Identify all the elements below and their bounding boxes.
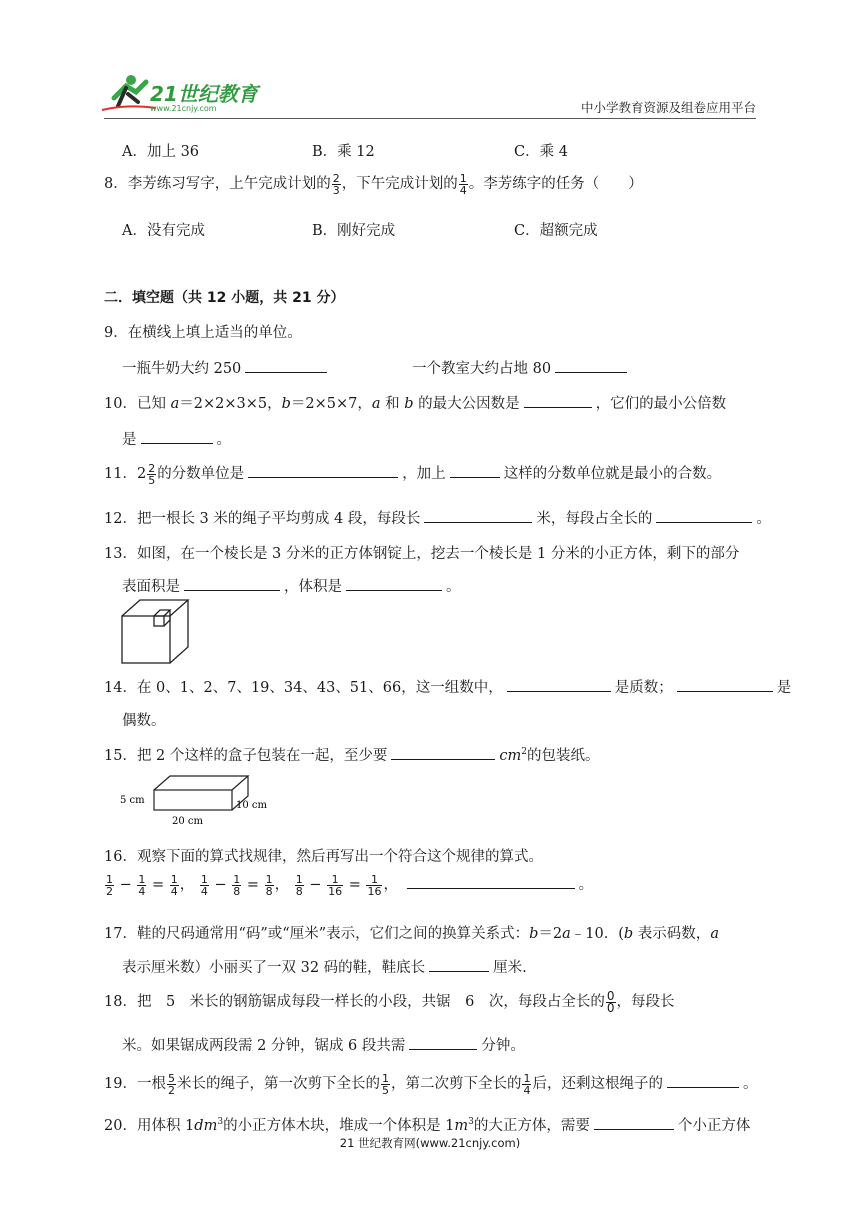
answer-blank[interactable] [450,463,500,478]
answer-blank[interactable] [594,1115,674,1130]
question-17-line2: 表示厘米数）小丽买了一双 32 码的鞋，鞋底长 厘米. [122,956,527,977]
fraction: $\frac{1}{4}$ [459,171,467,197]
answer-blank[interactable] [656,508,752,523]
question-14: 14．在 0、1、2、7、19、34、43、51、66，这一组数中， 是质数； 是 [104,676,791,697]
answer-blank[interactable] [677,677,773,692]
answer-blank[interactable] [555,358,627,373]
answer-blank[interactable] [507,677,611,692]
question-9: 9．在横线上填上适当的单位。 [104,325,302,341]
cube-figure [120,598,190,666]
answer-blank[interactable] [245,358,327,373]
question-12: 12．把一根长 3 米的绳子平均剪成 4 段，每段长 米，每段占全长的 。 [104,507,771,528]
answer-blank[interactable] [667,1073,739,1088]
logo-url: www.21cnjy.com [150,104,217,113]
q7-option-a: A．加上 36 [122,144,200,160]
q8-option-b: B．刚好完成 [312,223,396,239]
dim-length: 20 cm [172,816,203,827]
question-8: 8．李芳练习写字，上午完成计划的 $\frac{2}{3}$ ，下午完成计划的 $\frac{1}{4}$ 。李芳练字的任务（ ） [104,171,643,197]
question-13-line2: 表面积是 ，体积是 。 [122,575,461,596]
question-10: 10．已知 a＝2×2×3×5，b＝2×5×7，a 和 b 的最大公因数是 ，它们的最小公倍数 [104,392,726,413]
fraction: $\frac{2}{5}$ [148,461,156,487]
answer-blank[interactable] [184,576,280,591]
answer-blank[interactable] [248,463,398,478]
question-13: 13．如图，在一个棱长是 3 分米的正方体钢锭上，挖去一个棱长是 1 分米的小正方体，剩下的部分 [104,546,740,562]
answer-blank[interactable] [141,429,213,444]
answer-blank[interactable] [407,874,575,889]
q8-option-c: C．超额完成 [514,223,598,239]
question-18: 18．把 5 米长的钢筋锯成每段一样长的小段，共锯 6 次，每段占全长的 $\frac{0}{0}$ ，每段长 [104,988,675,1015]
question-14-line2: 偶数。 [122,713,166,729]
question-15: 15．把 2 个这样的盒子包装在一起，至少要 $cm^2$的包装纸。 [104,744,600,765]
section-title: 二．填空题（共 12 小题，共 21 分） [104,290,345,306]
question-10-line2: 是 。 [122,428,231,449]
fraction: $\frac{2}{3}$ [332,171,340,197]
q7-option-c: C．乘 4 [514,144,568,160]
answer-blank[interactable] [424,508,532,523]
answer-blank[interactable] [429,957,489,972]
answer-blank[interactable] [524,393,592,408]
logo-text: 21世纪教育 [150,82,258,106]
page-footer: 21 世纪教育网(www.21cnjy.com) [339,1136,521,1150]
dim-width: 10 cm [236,800,267,811]
dim-height: 5 cm [120,795,145,806]
question-17: 17．鞋的尺码通常用“码”或“厘米”表示，它们之间的换算关系式：b＝2a﹣10．(b 表示码数，a [104,926,719,942]
question-16-expressions: $\frac{1}{2}$ − $\frac{1}{4}$ = $\frac{1}{4}$ ， $\frac{1}{4}$ − $\frac{1}{8}$ = $\frac{1}{8}$ ， $\frac{1}{8}$ − $\frac{1}{16}$ = $\frac{1}{16}$ ， 。 [106,872,594,898]
header-platform-text: 中小学教育资源及组卷应用平台 [580,100,756,115]
q9-blanks: 一瓶牛奶大约 250 一个教室大约占地 80 [122,357,331,378]
question-20: 20．用体积 $1dm^3$的小正方体木块，堆成一个体积是 $1m^3$的大正方体，需要 个小正方体 [104,1114,750,1135]
answer-blank[interactable] [409,1035,477,1050]
answer-blank[interactable] [391,745,495,760]
box-figure [120,772,280,830]
question-16: 16．观察下面的算式找规律，然后再写出一个符合这个规律的算式。 [104,849,543,865]
question-11: 11．2 $\frac{2}{5}$ 的分数单位是 ，加上 这样的分数单位就是最小的合数。 [104,461,722,487]
question-19: 19．一根 $\frac{5}{2}$ 米长的绳子，第一次剪下全长的 $\frac{1}{5}$ ，第二次剪下全长的 $\frac{1}{4}$ 后，还剩这根绳子的 。 [104,1071,758,1097]
question-18-line2: 米。如果锯成两段需 2 分钟，锯成 6 段共需 分钟。 [122,1034,525,1055]
header-divider [104,118,756,119]
q7-option-b: B．乘 12 [312,144,375,160]
q8-option-a: A．没有完成 [122,223,205,239]
answer-blank[interactable] [346,576,442,591]
